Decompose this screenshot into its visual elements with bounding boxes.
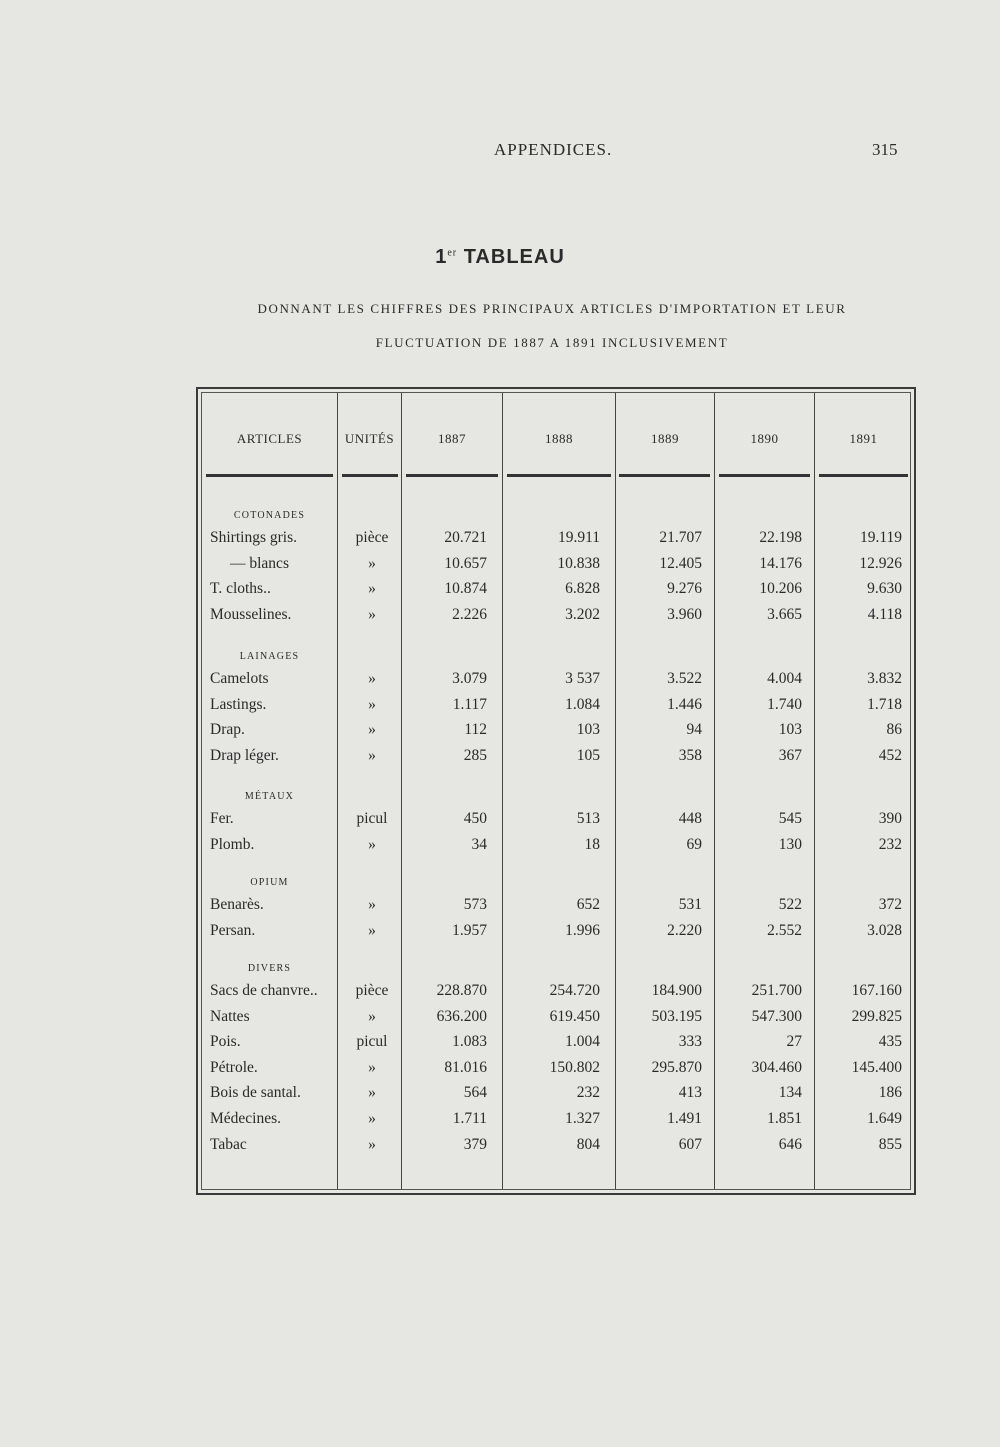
value-cell: 134 <box>778 1084 802 1102</box>
value-cell: 27 <box>786 1033 802 1051</box>
header-rule <box>719 474 810 477</box>
title-text: TABLEAU <box>463 246 565 268</box>
header-rule <box>206 474 333 477</box>
table-row <box>202 747 912 771</box>
unit-cell: » <box>368 1084 376 1102</box>
value-cell: 9.276 <box>667 580 702 598</box>
article-name: Fer. <box>210 810 234 827</box>
unit-cell: » <box>368 1058 376 1076</box>
value-cell: 232 <box>878 835 902 853</box>
header-rule <box>619 474 710 477</box>
value-cell: 285 <box>463 746 487 764</box>
value-cell: 34 <box>471 835 487 853</box>
page-number: 315 <box>872 140 898 159</box>
value-cell: 10.206 <box>759 580 802 598</box>
value-cell: 295.870 <box>651 1058 702 1076</box>
value-cell: 450 <box>463 810 487 827</box>
table-row <box>202 529 912 553</box>
unit-cell: » <box>368 896 376 913</box>
value-cell: 3.960 <box>667 605 702 623</box>
value-cell: 86 <box>886 721 902 739</box>
unit-cell: » <box>368 746 376 764</box>
value-cell: 3.522 <box>667 670 702 687</box>
article-name: Benarès. <box>210 896 264 913</box>
table-row <box>202 982 912 1006</box>
value-cell: 452 <box>878 746 902 764</box>
value-cell: 2.226 <box>452 605 487 623</box>
section-heading: DIVERS <box>247 963 292 974</box>
table-row <box>202 555 912 579</box>
value-cell: 3.832 <box>867 670 902 687</box>
section-heading: COTONADES <box>233 510 306 521</box>
header-rule <box>406 474 498 477</box>
section-heading: LAINAGES <box>239 651 300 662</box>
value-cell: 184.900 <box>651 982 702 999</box>
value-cell: 304.460 <box>751 1058 802 1076</box>
value-cell: 251.700 <box>751 982 802 999</box>
value-cell: 547.300 <box>751 1007 802 1025</box>
value-cell: 19.119 <box>859 529 902 546</box>
value-cell: 3 537 <box>565 670 600 687</box>
article-name: Mousselines. <box>210 605 292 623</box>
table-row <box>202 670 912 694</box>
value-cell: 652 <box>576 896 600 913</box>
value-cell: 531 <box>678 896 702 913</box>
article-name: Pois. <box>210 1033 241 1051</box>
table-title <box>0 246 1000 269</box>
value-cell: 9.630 <box>867 580 902 598</box>
value-cell: 619.450 <box>549 1007 600 1025</box>
value-cell: 3.028 <box>867 921 902 939</box>
value-cell: 2.220 <box>667 921 702 939</box>
value-cell: 145.400 <box>851 1058 902 1076</box>
value-cell: 1.957 <box>452 921 487 939</box>
import-table <box>196 387 916 1195</box>
value-cell: 367 <box>778 746 802 764</box>
value-cell: 448 <box>678 810 702 827</box>
value-cell: 545 <box>778 810 802 827</box>
table-row <box>202 1008 912 1032</box>
value-cell: 564 <box>463 1084 487 1102</box>
table-row <box>202 810 912 834</box>
table-row <box>202 696 912 720</box>
article-name: Lastings. <box>210 695 267 713</box>
article-name: Drap. <box>210 721 245 739</box>
value-cell: 21.707 <box>659 529 702 546</box>
header-rule <box>507 474 611 477</box>
value-cell: 1.491 <box>667 1110 702 1127</box>
value-cell: 150.802 <box>549 1058 600 1076</box>
value-cell: 333 <box>678 1033 702 1051</box>
value-cell: 358 <box>678 746 702 764</box>
unit-cell: » <box>368 721 376 739</box>
table-row <box>202 1084 912 1108</box>
article-name: Tabac <box>210 1135 247 1153</box>
table-row <box>202 606 912 630</box>
header-rule <box>342 474 398 477</box>
value-cell: 435 <box>878 1033 902 1051</box>
article-name: Nattes <box>210 1007 250 1025</box>
value-cell: 6.828 <box>565 580 600 598</box>
value-cell: 12.405 <box>659 554 702 572</box>
unit-cell: picul <box>356 810 388 827</box>
value-cell: 94 <box>686 721 702 739</box>
value-cell: 10.657 <box>444 554 487 572</box>
subtitle-line-1: DONNANT LES CHIFFRES DES PRINCIPAUX ARTICLES D'IMPORTATION ET LEUR <box>257 301 847 316</box>
unit-cell: » <box>368 1135 376 1153</box>
unit-cell: » <box>368 1110 376 1127</box>
value-cell: 636.200 <box>436 1007 487 1025</box>
value-cell: 1.649 <box>867 1110 902 1127</box>
value-cell: 81.016 <box>444 1058 487 1076</box>
table-row <box>202 922 912 946</box>
title-ordinal: 1 <box>435 246 448 268</box>
value-cell: 855 <box>878 1135 902 1153</box>
unit-cell: pièce <box>355 529 389 546</box>
value-cell: 103 <box>778 721 802 739</box>
table-body <box>201 392 911 1190</box>
article-name: Pétrole. <box>210 1058 258 1076</box>
value-cell: 1.083 <box>452 1033 487 1051</box>
value-cell: 130 <box>778 835 802 853</box>
table-row <box>202 836 912 860</box>
value-cell: 804 <box>576 1135 600 1153</box>
value-cell: 413 <box>678 1084 702 1102</box>
unit-cell: picul <box>356 1033 388 1051</box>
value-cell: 379 <box>463 1135 487 1153</box>
value-cell: 4.004 <box>767 670 802 687</box>
column-header-1891: 1891 <box>849 431 878 446</box>
value-cell: 573 <box>463 896 487 913</box>
title-ordinal-sup: er <box>447 247 458 259</box>
value-cell: 1.084 <box>565 695 600 713</box>
value-cell: 299.825 <box>851 1007 902 1025</box>
unit-cell: » <box>368 695 376 713</box>
unit-cell: pièce <box>355 982 389 999</box>
value-cell: 69 <box>686 835 702 853</box>
column-header-1887: 1887 <box>438 431 466 446</box>
running-title: APPENDICES. <box>494 140 613 159</box>
article-name: Plomb. <box>210 835 255 853</box>
article-name: Sacs de chanvre.. <box>210 982 318 999</box>
article-name: — blancs <box>230 554 289 572</box>
article-name: T. cloths.. <box>210 580 271 598</box>
unit-cell: » <box>368 605 376 623</box>
value-cell: 3.665 <box>767 605 802 623</box>
article-name: Drap léger. <box>210 746 279 764</box>
running-head <box>0 140 1000 164</box>
column-header-1890: 1890 <box>750 431 779 446</box>
value-cell: 254.720 <box>549 982 600 999</box>
value-cell: 167.160 <box>851 982 902 999</box>
value-cell: 513 <box>576 810 600 827</box>
value-cell: 1.996 <box>565 921 600 939</box>
value-cell: 232 <box>576 1084 600 1102</box>
value-cell: 1.004 <box>565 1033 600 1051</box>
value-cell: 607 <box>678 1135 702 1153</box>
value-cell: 3.202 <box>565 605 600 623</box>
column-header-unites: UNITÉS <box>344 431 395 446</box>
value-cell: 646 <box>778 1135 802 1153</box>
table-row <box>202 1033 912 1057</box>
value-cell: 3.079 <box>452 670 487 687</box>
article-name: Médecines. <box>210 1110 282 1127</box>
value-cell: 112 <box>464 721 487 739</box>
section-heading: OPIUM <box>250 877 289 888</box>
value-cell: 105 <box>576 746 600 764</box>
value-cell: 19.911 <box>557 529 600 546</box>
value-cell: 1.117 <box>452 695 487 713</box>
unit-cell: » <box>368 835 376 853</box>
unit-cell: » <box>368 1007 376 1025</box>
section-heading: MÉTAUX <box>244 791 295 802</box>
article-name: Camelots <box>210 670 269 687</box>
unit-cell: » <box>368 670 376 687</box>
table-row <box>202 580 912 604</box>
table-row <box>202 1110 912 1134</box>
header-rule <box>819 474 908 477</box>
value-cell: 10.838 <box>557 554 600 572</box>
unit-cell: » <box>368 554 376 572</box>
value-cell: 22.198 <box>759 529 802 546</box>
value-cell: 1.740 <box>767 695 802 713</box>
unit-cell: » <box>368 921 376 939</box>
value-cell: 14.176 <box>759 554 802 572</box>
article-name: Bois de santal. <box>210 1084 301 1102</box>
value-cell: 1.851 <box>767 1110 802 1127</box>
table-row <box>202 896 912 920</box>
column-header-1888: 1888 <box>545 431 573 446</box>
value-cell: 2.552 <box>767 921 802 939</box>
article-name: Shirtings gris. <box>210 529 297 546</box>
column-header-articles: ARTICLES <box>236 431 303 446</box>
value-cell: 503.195 <box>651 1007 702 1025</box>
unit-cell: » <box>368 580 376 598</box>
value-cell: 228.870 <box>436 982 487 999</box>
value-cell: 18 <box>584 835 600 853</box>
article-name: Persan. <box>210 921 256 939</box>
value-cell: 186 <box>878 1084 902 1102</box>
value-cell: 1.718 <box>867 695 902 713</box>
value-cell: 12.926 <box>859 554 902 572</box>
table-row <box>202 721 912 745</box>
value-cell: 10.874 <box>444 580 487 598</box>
value-cell: 4.118 <box>867 605 902 623</box>
table-row <box>202 1136 912 1160</box>
column-header-1889: 1889 <box>651 431 679 446</box>
subtitle-line-2: FLUCTUATION DE 1887 A 1891 INCLUSIVEMENT <box>375 335 729 350</box>
table-row <box>202 1059 912 1083</box>
value-cell: 1.327 <box>565 1110 600 1127</box>
value-cell: 390 <box>878 810 902 827</box>
value-cell: 372 <box>878 896 902 913</box>
value-cell: 522 <box>778 896 802 913</box>
value-cell: 1.446 <box>667 695 702 713</box>
value-cell: 20.721 <box>444 529 487 546</box>
value-cell: 103 <box>576 721 600 739</box>
value-cell: 1.711 <box>452 1110 487 1127</box>
